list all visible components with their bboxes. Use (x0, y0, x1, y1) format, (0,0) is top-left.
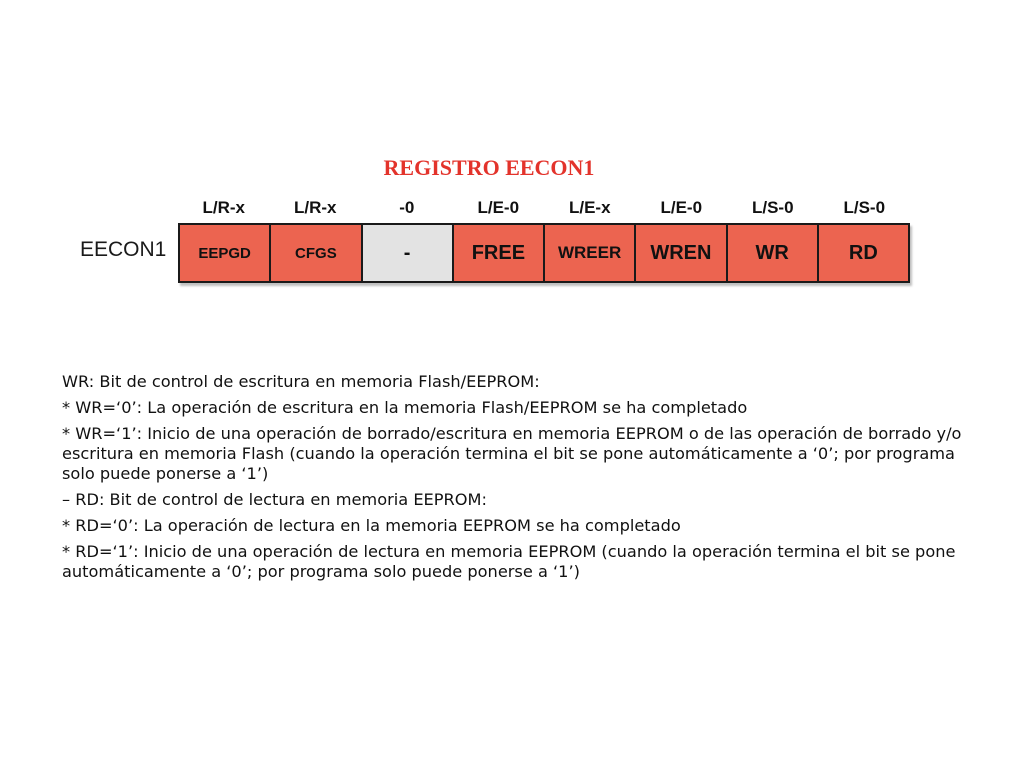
wr-1-description: * WR=‘1’: Inicio de una operación de borrado/escritura en memoria EEPROM o de las operación de borrado y/o escritura en memoria Flash (cuando la operación termina el bit se pone automáticamente a ‘0’; por programa solo puede ponerse a ‘1’) (62, 424, 962, 483)
bit2-access: L/E-0 (660, 198, 703, 217)
bit1-wr: WR (728, 225, 817, 281)
bit3-access: L/E-x (568, 198, 611, 217)
bit4-free: FREE (454, 225, 543, 281)
bit5-access: -0 (399, 198, 415, 217)
bit2-wren: WREN (636, 225, 725, 281)
description-text (62, 372, 982, 588)
bit6-cfgs: CFGS (271, 225, 360, 281)
register-name-label: EECON1 (80, 238, 167, 261)
bit5-unused: - (363, 225, 452, 281)
bit7-access: L/R-x (202, 198, 245, 217)
register-bit-field (178, 223, 910, 283)
bit0-rd: RD (819, 225, 908, 281)
wr-0-description: * WR=‘0’: La operación de escritura en la memoria Flash/EEPROM se ha completado (62, 398, 748, 417)
bit6-access: L/R-x (294, 198, 337, 217)
rd-0-description: * RD=‘0’: La operación de lectura en la memoria EEPROM se ha completado (62, 516, 681, 535)
rd-heading: – RD: Bit de control de lectura en memoria EEPROM: (62, 490, 487, 509)
figure-title: REGISTRO EECON1 (383, 155, 595, 180)
bit3-wreer: WREER (545, 225, 634, 281)
bit1-access: L/S-0 (751, 198, 794, 217)
bit7-eepgd: EEPGD (180, 225, 269, 281)
bit0-access: L/S-0 (843, 198, 886, 217)
access-row (178, 196, 910, 220)
wr-heading: WR: Bit de control de escritura en memoria Flash/EEPROM: (62, 372, 540, 391)
bit4-access: L/E-0 (477, 198, 520, 217)
rd-1-description: * RD=‘1’: Inicio de una operación de lectura en memoria EEPROM (cuando la operación termina el bit se pone automáticamente a ‘0’; por programa solo puede ponerse a ‘1’) (62, 542, 956, 581)
